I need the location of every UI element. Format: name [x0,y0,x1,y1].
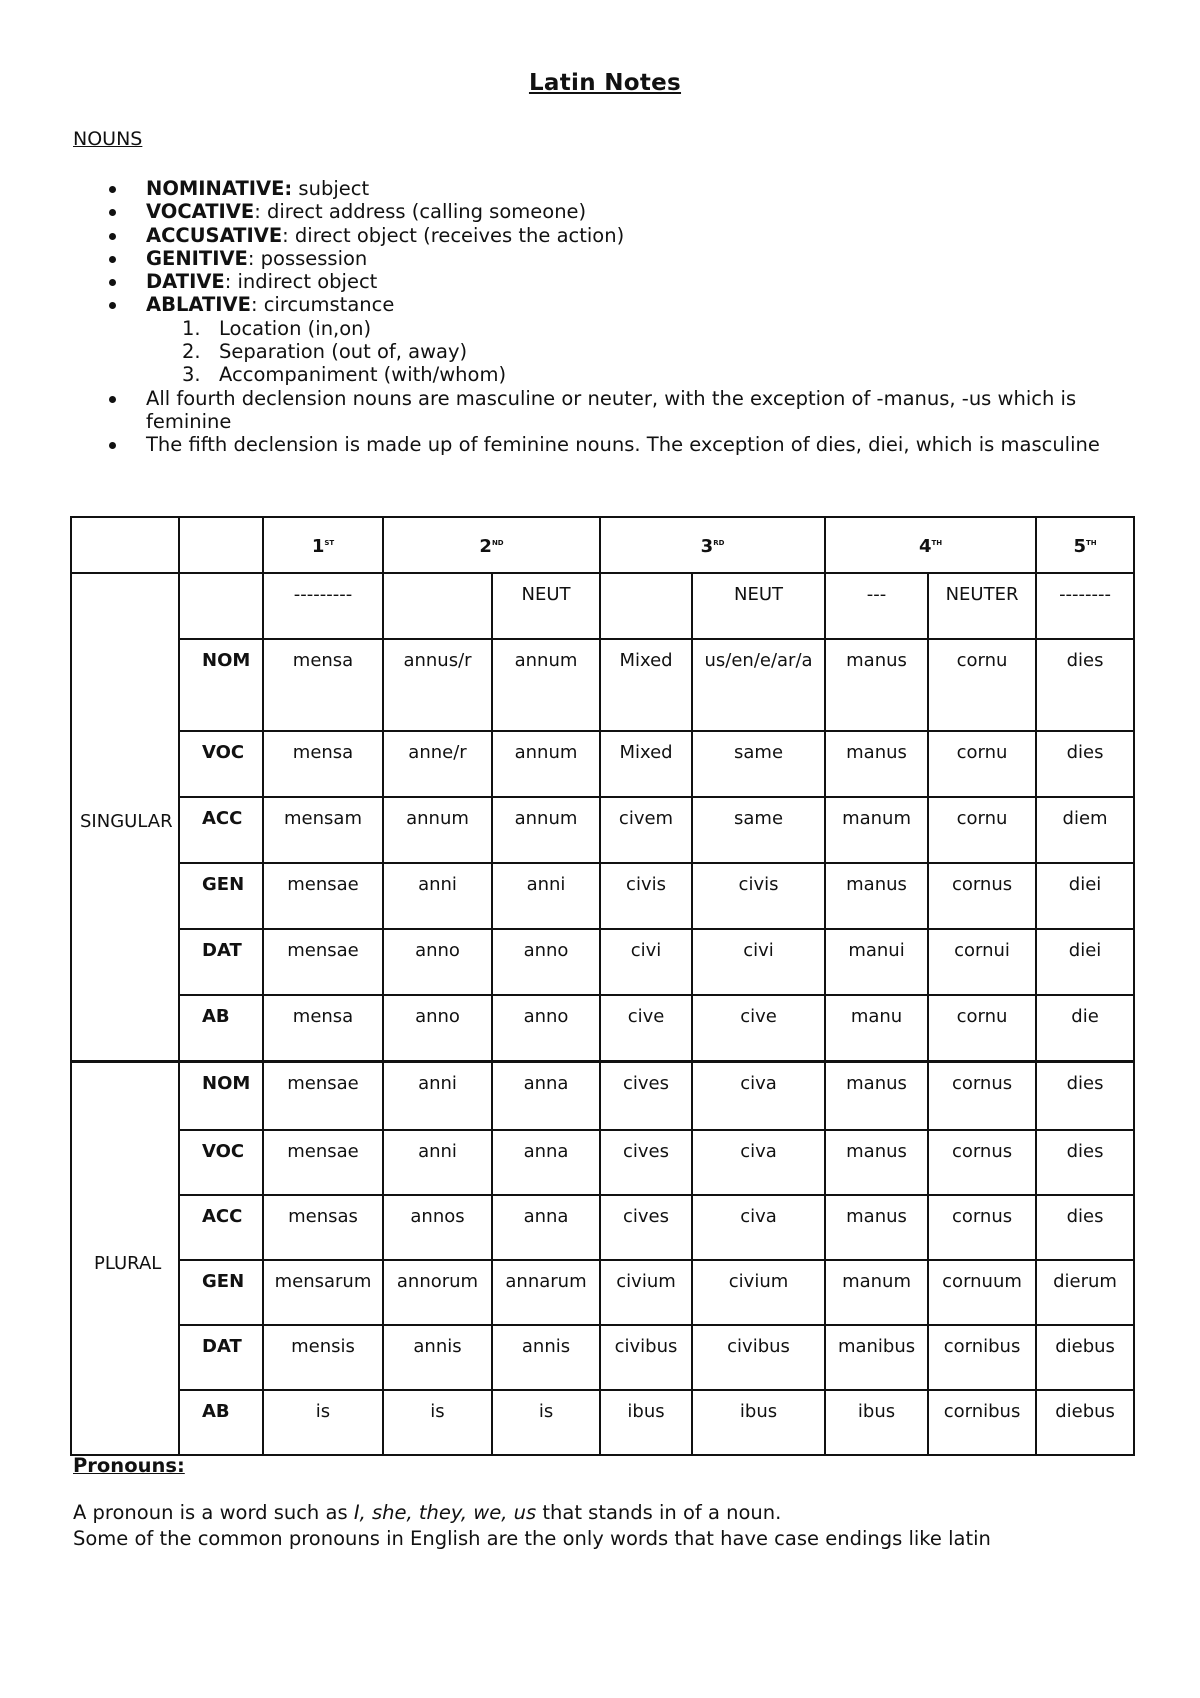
ending-cell: annis [383,1325,492,1390]
ending-cell: is [263,1390,383,1455]
declension-suffix: ST [324,538,335,547]
declension-number: 2 [479,535,492,557]
ending-cell: dies [1036,1130,1134,1195]
declension-number: 4 [918,535,932,557]
empty-cell [179,573,263,639]
case-label: GEN [179,1260,263,1325]
ending-cell: civis [692,863,825,929]
plural-label: PLURAL [71,1061,179,1455]
gender-cell: -------- [1036,573,1134,639]
ending-cell: civa [692,1061,825,1130]
gender-cell: NEUT [492,573,600,639]
ablative-use-item [73,317,1133,340]
gender-cell [383,573,492,639]
pronoun-text: that stands in of a noun. [542,1501,782,1524]
ending-cell: cornibus [928,1390,1036,1455]
ending-cell: civibus [600,1325,692,1390]
ending-cell: diebus [1036,1390,1134,1455]
case-item [73,177,1133,200]
ending-cell: civis [600,863,692,929]
ending-cell: mensarum [263,1260,383,1325]
case-term: ABLATIVE [146,293,251,317]
case-label: ACC [179,797,263,863]
ending-cell: annum [383,797,492,863]
page-title: Latin Notes [528,70,682,96]
ending-cell: anna [492,1195,600,1260]
gender-cell: NEUT [692,573,825,639]
case-list [73,177,1133,457]
case-label: AB [179,1390,263,1455]
ending-cell: cive [600,995,692,1061]
ending-cell: cornus [928,1195,1036,1260]
case-label: NOM [179,1061,263,1130]
ending-cell: dierum [1036,1260,1134,1325]
ending-cell: anni [383,1130,492,1195]
declension-suffix: ND [491,538,504,547]
bullet-icon [109,186,116,193]
ending-cell: annarum [492,1260,600,1325]
declension-table [70,516,1135,1456]
table-row [71,1195,1134,1260]
singular-label: SINGULAR [71,573,179,1061]
ending-cell: manu [825,995,928,1061]
ablative-use-item [73,363,1133,386]
declension-header [383,517,600,573]
case-label: VOC [179,731,263,797]
ending-cell: cornus [928,863,1036,929]
empty-cell [179,517,263,573]
pronoun-line-1 [73,1500,1153,1526]
ending-cell: mensa [263,731,383,797]
table-row [71,1260,1134,1325]
case-label: DAT [179,929,263,995]
case-item [73,200,1133,223]
ablative-use-text: Accompaniment (with/whom) [219,363,507,387]
ending-cell: ibus [692,1390,825,1455]
declension-header [825,517,1036,573]
ending-cell: civibus [692,1325,825,1390]
ending-cell: manus [825,731,928,797]
ending-cell: us/en/e/ar/a [692,639,825,731]
ending-cell: mensam [263,797,383,863]
ending-cell: anno [383,929,492,995]
list-number: 3. [182,363,201,387]
ending-cell: ibus [825,1390,928,1455]
declension-header [1036,517,1134,573]
ending-cell: anno [383,995,492,1061]
nouns-heading: NOUNS [73,128,143,150]
ending-cell: cives [600,1061,692,1130]
gender-row [71,573,1134,639]
gender-cell [600,573,692,639]
case-label: GEN [179,863,263,929]
ending-cell: mensae [263,863,383,929]
ending-cell: manibus [825,1325,928,1390]
ending-cell: anni [383,863,492,929]
bullet-icon [109,442,116,449]
declension-header [263,517,383,573]
ending-cell: Mixed [600,639,692,731]
ending-cell: manus [825,1061,928,1130]
ending-cell: cornu [928,797,1036,863]
table-row [71,1061,1134,1130]
ending-cell: civa [692,1195,825,1260]
ending-cell: civi [692,929,825,995]
ending-cell: anni [492,863,600,929]
ending-cell: mensae [263,1061,383,1130]
ending-cell: manus [825,639,928,731]
case-desc: : possession [247,246,368,270]
ending-cell: same [692,797,825,863]
ending-cell: annus/r [383,639,492,731]
case-desc: : indirect object [224,270,378,294]
ending-cell: anne/r [383,731,492,797]
pronoun-text: A pronoun is a word such as [73,1501,354,1524]
table-row [71,1325,1134,1390]
ending-cell: mensae [263,1130,383,1195]
declension-suffix: RD [713,538,725,547]
case-label: AB [179,995,263,1061]
ending-cell: dies [1036,1061,1134,1130]
ending-cell: cives [600,1130,692,1195]
ending-cell: manum [825,797,928,863]
empty-cell [71,517,179,573]
ending-cell: ibus [600,1390,692,1455]
ending-cell: diei [1036,929,1134,995]
table-header-row [71,517,1134,573]
ending-cell: diem [1036,797,1134,863]
ending-cell: civium [600,1260,692,1325]
bullet-icon [109,209,116,216]
ablative-use-text: Separation (out of, away) [219,340,468,364]
ending-cell: anno [492,995,600,1061]
declension-number: 1 [311,535,325,557]
pronoun-line-2: Some of the common pronouns in English are the only words that have case endings like latin [73,1527,991,1550]
pronouns-heading: Pronouns: [73,1454,185,1477]
ending-cell: is [492,1390,600,1455]
case-item [73,224,1133,247]
ending-cell: civa [692,1130,825,1195]
ending-cell: cornuum [928,1260,1036,1325]
case-desc: subject [292,177,370,200]
case-label: DAT [179,1325,263,1390]
ending-cell: is [383,1390,492,1455]
case-label: ACC [179,1195,263,1260]
table-row [71,1130,1134,1195]
ending-cell: anna [492,1061,600,1130]
ending-cell: dies [1036,731,1134,797]
case-term: DATIVE [146,270,225,294]
ending-cell: mensa [263,639,383,731]
ending-cell: cive [692,995,825,1061]
ending-cell: dies [1036,639,1134,731]
bullet-icon [109,396,116,403]
table-row [71,731,1134,797]
ending-cell: annum [492,731,600,797]
case-desc: : direct address (calling someone) [254,200,587,224]
table-row [71,797,1134,863]
ending-cell: manus [825,863,928,929]
ending-cell: same [692,731,825,797]
ending-cell: cornui [928,929,1036,995]
list-number: 2. [182,340,201,364]
ending-cell: annos [383,1195,492,1260]
case-item [73,270,1133,293]
ending-cell: manum [825,1260,928,1325]
ending-cell: anno [492,929,600,995]
bullet-icon [109,256,116,263]
ending-cell: anna [492,1130,600,1195]
ending-cell: cives [600,1195,692,1260]
ending-cell: dies [1036,1195,1134,1260]
declension-header [600,517,825,573]
ending-cell: annis [492,1325,600,1390]
list-number: 1. [182,316,201,340]
note-item [73,387,1133,434]
ending-cell: civium [692,1260,825,1325]
ending-cell: cornus [928,1061,1036,1130]
table-row [71,639,1134,731]
case-item [73,293,1133,316]
gender-cell: --------- [263,573,383,639]
ending-cell: diei [1036,863,1134,929]
case-label: NOM [179,639,263,731]
pronoun-paragraph [73,1500,1153,1552]
ending-cell: civi [600,929,692,995]
bullet-icon [109,302,116,309]
ending-cell: cornu [928,995,1036,1061]
ending-cell: civem [600,797,692,863]
note-item [73,433,1133,456]
ending-cell: mensis [263,1325,383,1390]
case-item [73,247,1133,270]
ending-cell: manus [825,1195,928,1260]
case-term: NOMINATIVE: [146,177,293,200]
case-label: VOC [179,1130,263,1195]
bullet-icon [109,279,116,286]
declension-suffix: TH [931,538,943,547]
ending-cell: annum [492,797,600,863]
note-text: The fifth declension is made up of feminine nouns. The exception of dies, diei, which is masculine [146,433,1100,457]
table-row [71,1390,1134,1455]
case-term: ACCUSATIVE [146,223,283,247]
ending-cell: cornibus [928,1325,1036,1390]
ablative-use-item [73,340,1133,363]
table-row [71,929,1134,995]
ending-cell: manui [825,929,928,995]
declension-number: 3 [700,535,714,557]
ending-cell: manus [825,1130,928,1195]
ending-cell: mensa [263,995,383,1061]
gender-cell: --- [825,573,928,639]
declension-number: 5 [1073,535,1086,557]
case-desc: : circumstance [250,293,395,317]
gender-cell: NEUTER [928,573,1036,639]
case-term: VOCATIVE [146,200,255,224]
ending-cell: cornus [928,1130,1036,1195]
ending-cell: cornu [928,731,1036,797]
ending-cell: die [1036,995,1134,1061]
ending-cell: annum [492,639,600,731]
bullet-icon [109,233,116,240]
ending-cell: mensas [263,1195,383,1260]
table-row [71,863,1134,929]
ending-cell: mensae [263,929,383,995]
ablative-use-text: Location (in,on) [219,316,372,340]
ending-cell: annorum [383,1260,492,1325]
ending-cell: anni [383,1061,492,1130]
ending-cell: diebus [1036,1325,1134,1390]
table-row [71,995,1134,1061]
case-desc: : direct object (receives the action) [282,223,625,247]
pronoun-examples: I, she, they, we, us [353,1501,543,1524]
ending-cell: Mixed [600,731,692,797]
declension-suffix: TH [1085,538,1097,547]
note-text: All fourth declension nouns are masculine or neuter, with the exception of -manus, -us which is feminine [146,386,1077,433]
ending-cell: cornu [928,639,1036,731]
case-term: GENITIVE [146,246,248,270]
